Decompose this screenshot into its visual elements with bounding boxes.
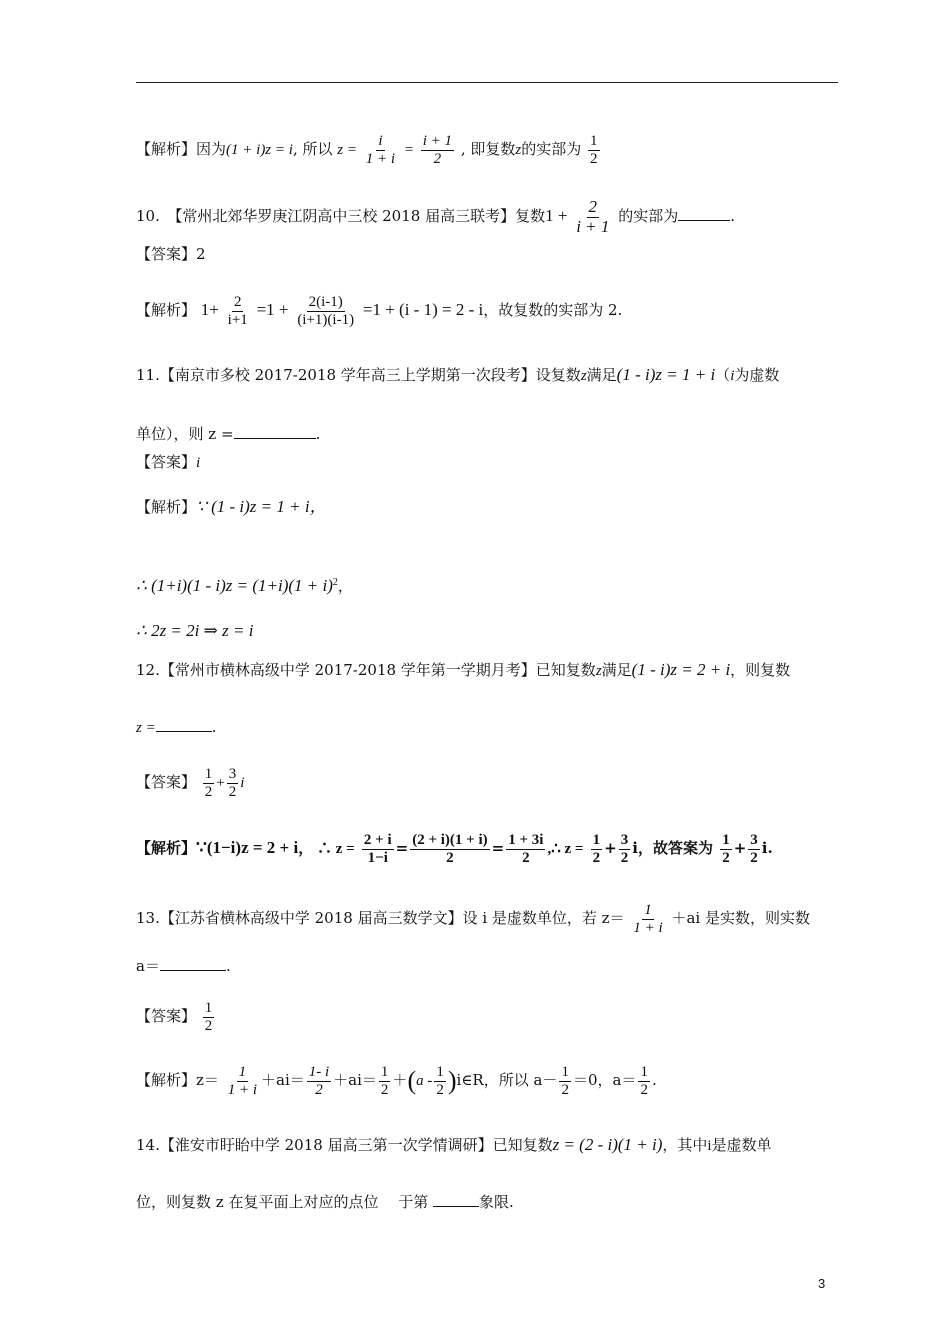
q12-analysis: 【解析】∵(1−i)z = 2 + i， ∴ z = $\frac{2 + i}{1-i}$ = $\frac{(2 + i)(1 + i)}{2}$ = $\frac{1 + 3i}{2}$ ,∴ z = $\frac{1}{2}$ + $\frac{3}{2}$ i，故答案为 $\frac{1}{2}$ + $\frac{3}{2}$ i. [136,832,773,866]
text: ＋ [392,1071,408,1089]
math-expr: ∴ (1+i)(1 - i)z = (1+i)(1 + i) [136,576,333,595]
q13-answer [136,1000,216,1034]
answer-blank [234,424,316,439]
numerator: 2(i-1) [308,294,343,310]
numerator: i + 1 [422,133,453,149]
denominator: 1−i [367,849,388,866]
denominator: 2 [640,1081,648,1098]
q11-step2 [136,573,353,596]
numerator: 2 [233,294,242,310]
text: . [730,207,735,226]
text: . [225,957,231,975]
math-expr: (1 - i)z = 1 + i [616,365,716,384]
superscript: 2 [332,577,338,588]
answer-label: 【答案】 [136,773,197,791]
numerator: 1 [204,766,213,782]
denominator: (i+1)(i-1) [297,311,355,328]
text: ，则复数 [730,661,791,679]
denominator: 2 [433,150,442,167]
math-expr: 1+ [200,300,219,319]
numerator: 2 [588,197,598,216]
denominator: 2 [522,849,530,866]
q9-analysis [136,133,602,167]
denominator: 2 [750,849,758,866]
math-expr: = [403,142,414,158]
math-expr: i [632,839,638,857]
numerator: 1 [561,1064,569,1080]
fraction [434,1064,446,1098]
fraction [364,133,397,167]
numerator: 2 + i [363,832,392,848]
text: 满足 [601,661,632,679]
denominator: 2 [590,150,598,167]
q12-question [136,660,790,681]
text: 为虚数 [734,366,780,384]
denominator: 2 [722,849,730,866]
fraction [362,832,394,866]
q11-question [136,365,779,386]
math-expr: ， ∴ z = [298,841,355,857]
text: ＋ai＝ [261,1071,305,1089]
text: ，故答案为 [637,839,713,857]
fraction [226,1064,259,1098]
math-expr: i [240,775,245,791]
text: 象限. [479,1193,514,1211]
q12-line2 [136,717,217,738]
answer-value: i [196,455,201,471]
denominator: 2 [561,1081,569,1098]
numerator: 1 [380,1064,389,1080]
text: 位，则复数 z 在复平面上对应的点位 于第 [136,1193,429,1211]
denominator: 2 [204,1017,213,1034]
denominator: 1 + i [365,150,396,167]
fraction [559,1064,571,1098]
numerator: 1 [722,832,730,848]
fraction [295,294,356,328]
page-number: 3 [818,1276,826,1291]
q13-analysis [136,1064,657,1098]
analysis-label: 【解析】 [136,839,197,857]
fraction [379,1064,391,1098]
fraction [307,1064,331,1098]
text: . [315,425,321,443]
text: 满足 [586,366,617,384]
q11-analysis [136,497,327,517]
fraction [203,1000,215,1034]
fraction [631,902,664,936]
q11-line2 [136,424,320,444]
fraction [226,294,250,328]
numerator: 1 [204,1000,213,1016]
fraction [619,832,631,866]
analysis-label: 【解析】 [136,498,197,516]
numerator: 3 [228,766,237,782]
fraction [227,766,239,800]
answer-label: 【答案】 [136,245,197,263]
math-expr: z = [136,720,156,736]
header-rule [136,82,838,83]
q14-line2 [136,1192,514,1212]
math-expr: + [216,775,225,791]
numerator: 1 [238,1064,247,1080]
denominator: 2 [228,783,237,800]
denominator: 2 [436,1081,444,1098]
text: ，其中 [662,1136,708,1154]
math-expr: z = (2 - i)(1 + i) [552,1135,663,1154]
question-label: 12.【常州市横林高级中学 2017-2018 学年第一学期月考】已知复数 [136,661,596,679]
analysis-label: 【解析】 [136,140,197,158]
math-expr: 1 + [545,206,568,226]
text: ＝0，a＝ [572,1071,637,1089]
text: a＝ [136,957,160,975]
text: i∈R，所以 a－ [456,1071,558,1089]
denominator: i+1 [227,311,248,328]
text: 是虚数单 [711,1136,772,1154]
math-expr: ,∴ z = [547,841,584,857]
fraction [638,1064,650,1098]
q12-answer [136,766,244,800]
numerator: 3 [750,832,758,848]
text: , 即复数 [460,140,516,158]
question-label: 11.【南京市多校 2017-2018 学年高三上学期第一次段考】设复数 [136,366,581,384]
denominator: 2 [204,783,213,800]
answer-value: 2 [196,245,206,263]
numerator: 1 [640,1064,648,1080]
math-expr: (1 - i)z = 2 + i [631,660,731,679]
text: 单位），则 z = [136,425,234,443]
q11-step3 [136,621,253,641]
answer-label: 【答案】 [136,1007,197,1025]
denominator: 2 [380,1081,389,1098]
text: ， [337,577,353,595]
q14-question [136,1135,772,1156]
text: . [651,1071,657,1089]
fraction [588,133,600,167]
text: 的实部为 [618,207,679,226]
math-expr: ∵ (1 - i)z = 1 + i， [196,497,327,516]
math-expr: i [707,1138,712,1154]
answer-blank [433,1192,479,1207]
text: 因为 [196,140,227,158]
q13-line2 [136,956,231,976]
fraction [748,832,760,866]
analysis-label: 【解析】 [136,301,197,319]
numerator: 1 + 3i [508,832,544,848]
text: ，故复数的实部为 2. [483,301,623,319]
math-expr: (1 + i)z = i [226,142,293,158]
denominator: 2 [620,849,629,866]
fraction [506,832,545,866]
denominator: 1 + i [633,919,663,936]
answer-blank [156,717,212,732]
numerator: 1 [436,1064,444,1080]
fraction [574,198,611,236]
math-expr: i [730,368,735,384]
fraction [720,832,732,866]
numerator: 1 [590,133,598,149]
numerator: (2 + i)(1 + i) [412,832,488,848]
question-label: 10. 【常州北郊华罗庚江阴高中三校 2018 届高三联考】复数 [136,207,546,226]
math-expr: z [580,368,587,384]
math-expr: =1 + (i - 1) = 2 - i [362,300,484,319]
denominator: i + 1 [576,216,610,236]
answer-blank [160,956,226,971]
q10-analysis [136,294,622,328]
answer-blank [678,206,730,221]
math-expr: z = [337,142,357,158]
q10-answer [136,244,206,264]
text: . [211,718,217,736]
math-expr: =1 + [256,300,289,319]
numerator: 1 [592,832,601,848]
right-paren: ) [447,1066,457,1095]
q11-answer [136,452,200,473]
analysis-label: 【解析】 [136,1071,197,1089]
q10-question [136,198,735,236]
q13-question [136,902,810,936]
denominator: 2 [446,849,454,866]
denominator: 2 [592,849,601,866]
text: ＋ai 是实数，则实数 [671,909,810,927]
math-expr: z [515,142,522,158]
numerator: i [378,133,383,149]
fraction [410,832,489,866]
math-expr: z [595,663,602,679]
question-label: 14.【淮安市盱眙中学 2018 届高三第一次学情调研】已知复数 [136,1136,553,1154]
denominator: 1 + i [227,1081,257,1098]
fraction [421,133,454,167]
math-expr: i [761,839,768,857]
text: . [767,839,773,857]
math-expr: ∴ 2z = 2i ⇒ z = i [136,621,254,640]
text: （ [715,366,731,384]
text: ＋ai＝ [333,1071,377,1089]
numerator: 1- i [308,1064,330,1080]
text: z＝ [196,1071,219,1089]
numerator: 3 [620,832,629,848]
question-label: 13.【江苏省横林高级中学 2018 届高三数学文】设 i 是虚数单位，若 z＝ [136,909,625,927]
denominator: 2 [315,1081,323,1098]
fraction [591,832,603,866]
fraction [203,766,215,800]
left-paren: ( [407,1066,417,1095]
text: 的实部为 [521,140,582,158]
math-expr: a - [416,1073,433,1089]
text: , 所以 [292,140,333,158]
answer-label: 【答案】 [136,453,197,471]
math-expr: ∵(1−i)z = 2 + i [196,838,299,857]
numerator: 1 [644,902,652,918]
